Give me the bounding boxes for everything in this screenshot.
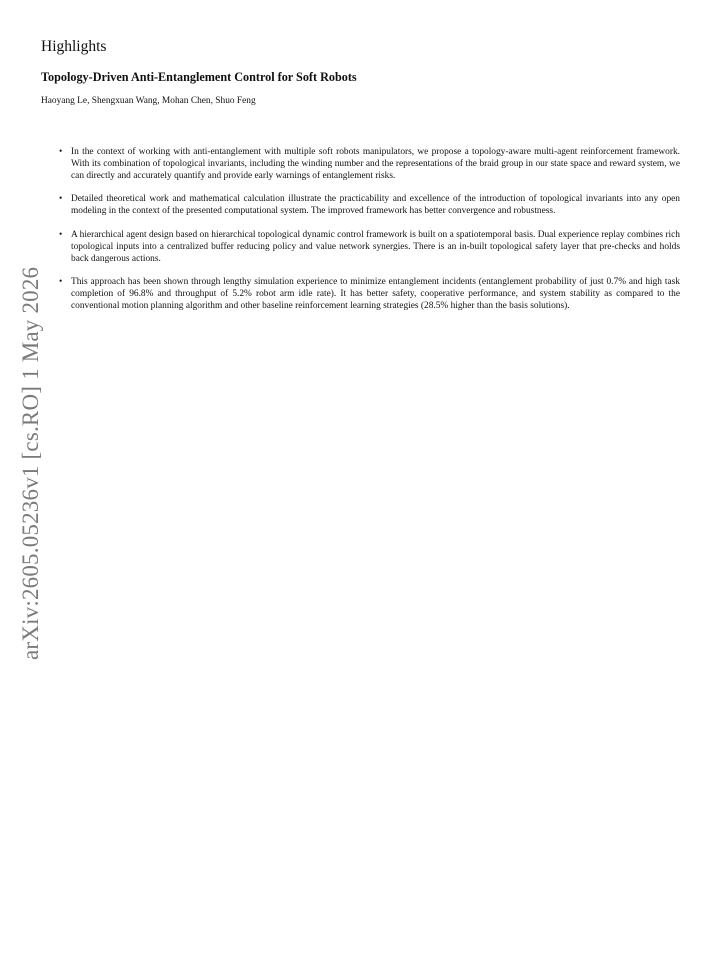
- highlight-text: In the context of working with anti-entanglement with multiple soft robots manipulators, we propose a topology-aware multi-agent reinforcement framework. With its combination of topological invariants, including the winding number and the representations of the braid group in our state space and reward system, we can directly and accurately quantify and provide early warnings of entanglement risks.: [71, 147, 680, 181]
- bullet-icon: •: [59, 277, 63, 288]
- arxiv-identifier-stamp: arXiv:2605.05236v1 [cs.RO] 1 May 2026: [18, 266, 43, 660]
- highlight-item: [59, 229, 680, 265]
- author-list: Haoyang Le, Shengxuan Wang, Mohan Chen, Shuo Feng: [41, 96, 256, 106]
- highlights-list: [59, 147, 680, 325]
- highlight-text: This approach has been shown through lengthy simulation experience to minimize entanglement incidents (entanglement probability of just 0.7% and high task completion of 96.8% and throughput of 5.2% robot arm idle rate). It has better safety, cooperative performance, and system stability as compared to the conventional motion planning algorithm and other baseline reinforcement learning strategies (28.5% higher than the basis solutions).: [71, 277, 680, 311]
- highlight-text: Detailed theoretical work and mathematical calculation illustrate the practicability and excellence of the introduction of topological invariants into any open modeling in the context of the presented computational system. The improved framework has better convergence and robustness.: [71, 194, 680, 217]
- highlight-item: [59, 147, 680, 182]
- bullet-icon: •: [59, 194, 63, 205]
- bullet-icon: •: [59, 147, 63, 157]
- highlight-item: [59, 277, 680, 312]
- highlight-text: A hierarchical agent design based on hierarchical topological dynamic control framework is built on a spatiotemporal basis. Dual experience replay combines rich topological inputs into a centralized buffer reducing policy and value network synergies. There is an in-built topological safety layer that pre-checks and holds back dangerous actions.: [71, 229, 680, 264]
- section-heading: Highlights: [41, 38, 107, 55]
- bullet-icon: •: [59, 229, 63, 240]
- highlight-item: [59, 194, 680, 218]
- paper-title: Topology-Driven Anti-Entanglement Control for Soft Robots: [41, 70, 357, 84]
